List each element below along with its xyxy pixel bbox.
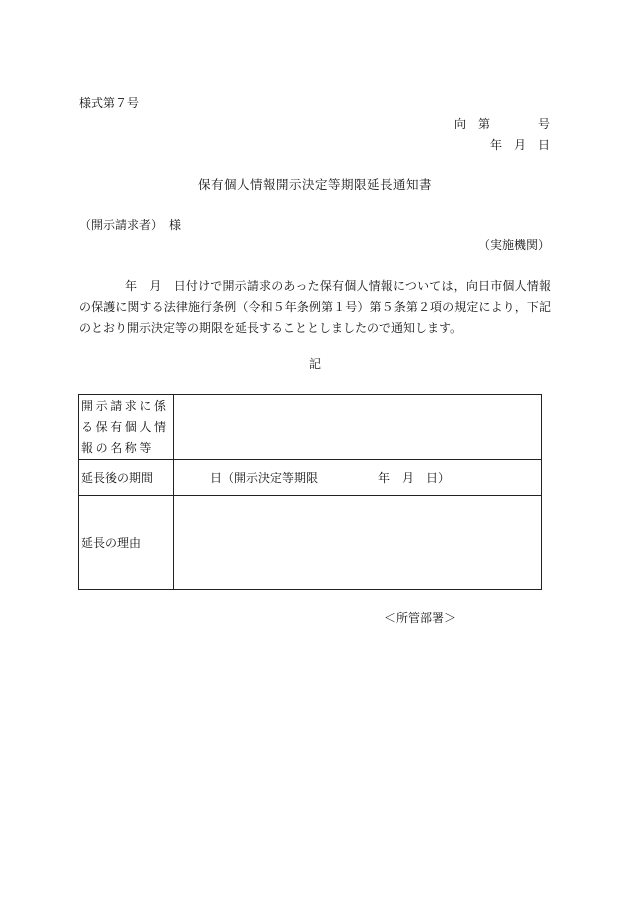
- extension-details-table: [78, 394, 542, 590]
- issuing-agency: （実施機関）: [477, 238, 550, 252]
- extended-period-text: 日（開示決定等期限 年 月 日）: [210, 471, 451, 485]
- responsible-department: ＜所管部署＞: [384, 611, 457, 625]
- ki-heading: 記: [308, 357, 321, 371]
- personal-info-value: [174, 395, 542, 460]
- document-number: 向 第 号: [453, 117, 550, 131]
- extension-reason-label: 延長の理由: [79, 496, 174, 590]
- table-row: [79, 460, 542, 496]
- notice-body: 年 月 日付けで開示請求のあった保有個人情報については，向日市個人情報の保護に関する法律施行条例（令和５年条例第１号）第５条第２項の規定により，下記のとおり開示決定等の期限を延長することとしましたので通知します。: [79, 279, 551, 335]
- document-title: 保有個人情報開示決定等期限延長通知書: [197, 177, 432, 192]
- extension-reason-value: [174, 496, 542, 590]
- table-row: [79, 496, 542, 590]
- extended-period-label: 延長後の期間: [79, 460, 174, 496]
- extended-period-value: [174, 460, 542, 496]
- document-date: 年 月 日: [489, 138, 550, 152]
- form-number: 様式第７号: [79, 96, 140, 110]
- personal-info-label: 開示請求に係る保有個人情報の名称等: [79, 395, 174, 460]
- addressee: （開示請求者） 様: [79, 218, 182, 232]
- table-row: [79, 395, 542, 460]
